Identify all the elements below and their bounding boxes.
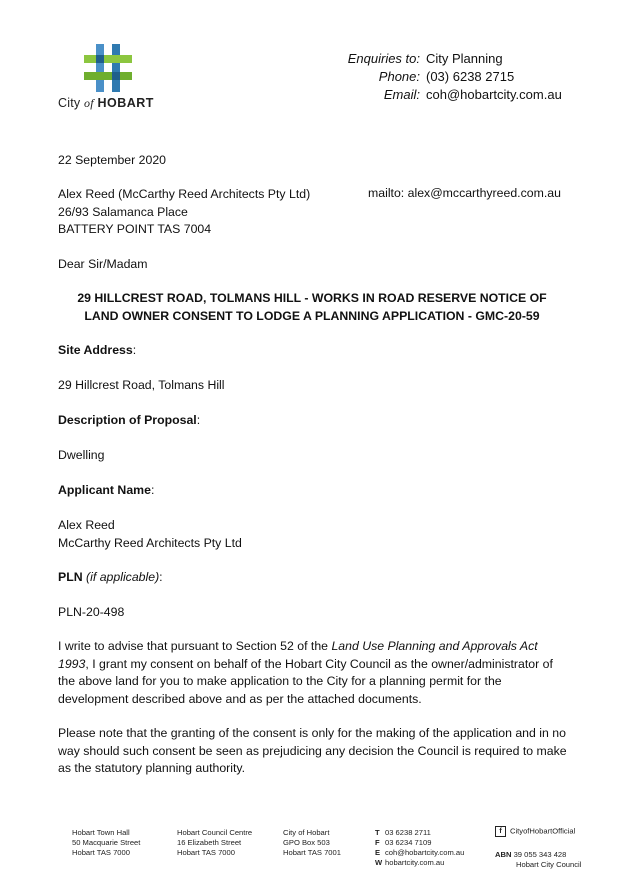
phone-label: Phone: — [378, 69, 420, 84]
note-paragraph: Please note that the granting of the consent is only for the making of the application and in no way should such consent be seen as prejudicing any decision the Council is required to make as the statutory planning authority. — [58, 726, 567, 775]
recipient-line: Alex Reed (McCarthy Reed Architects Pty Ltd) — [58, 187, 311, 201]
recipient-address — [58, 186, 310, 239]
phone-value: (03) 6238 2715 — [426, 69, 515, 84]
footer-abn: ABN 39 055 343 428 Hobart City Council — [495, 850, 582, 869]
email-value[interactable]: coh@hobartcity.com.au — [426, 87, 562, 102]
enquiries-value: City Planning — [426, 51, 503, 66]
letter-subject: 29 HILLCREST ROAD, TOLMANS HILL - WORKS IN ROAD RESERVE NOTICE OF LAND OWNER CONSENT TO LODGE A PLANNING APPLICATION - GMC-20-59 — [77, 291, 547, 323]
facebook-link[interactable]: f CityofHobartOfficial — [495, 826, 575, 837]
footer-social — [495, 826, 575, 837]
footer-town-hall: Hobart Town Hall 50 Macquarie Street Hobart TAS 7000 — [72, 828, 141, 857]
recipient-mailto[interactable]: mailto: alex@mccarthyreed.com.au — [368, 186, 561, 200]
logo-wordmark: City of HOBART — [58, 96, 154, 110]
applicant-value: Alex Reed McCarthy Reed Architects Pty Ltd — [58, 518, 242, 550]
footer-postal: City of Hobart GPO Box 503 Hobart TAS 7001 — [283, 828, 341, 857]
pln-heading: PLN (if applicable): — [58, 570, 163, 584]
description-heading: Description of Proposal: — [58, 413, 201, 427]
footer-contacts: T 03 6238 2711 F 03 6234 7109 E coh@hobartcity.com.au W hobartcity.com.au — [375, 828, 465, 867]
recipient-line: 26/93 Salamanca Place — [58, 204, 188, 219]
applicant-heading: Applicant Name: — [58, 483, 155, 497]
logo-mark-icon — [82, 42, 134, 94]
site-address-value: 29 Hillcrest Road, Tolmans Hill — [58, 378, 225, 392]
site-address-heading: Site Address: — [58, 343, 137, 357]
description-value: Dwelling — [58, 448, 105, 462]
facebook-icon: f — [495, 826, 506, 837]
enquiries-block — [330, 50, 562, 104]
city-of-hobart-logo — [82, 42, 134, 94]
recipient-line: BATTERY POINT TAS 7004 — [58, 222, 212, 236]
email-label: Email: — [383, 87, 420, 102]
pln-value: PLN-20-498 — [58, 605, 125, 619]
consent-paragraph: I write to advise that pursuant to Section 52 of the Land Use Planning and Approvals Act 1993, I grant my consent on behalf of the Hobart City Council as the owner/administrator of the above land for you to make application to the City for a planning permit for the development described above and as per the attached documents. — [58, 639, 553, 706]
letter-date: 22 September 2020 — [58, 153, 167, 167]
enquiries-label: Enquiries to: — [347, 51, 420, 66]
footer-council-centre: Hobart Council Centre 16 Elizabeth Street Hobart TAS 7000 — [177, 828, 253, 857]
salutation: Dear Sir/Madam — [58, 257, 148, 271]
